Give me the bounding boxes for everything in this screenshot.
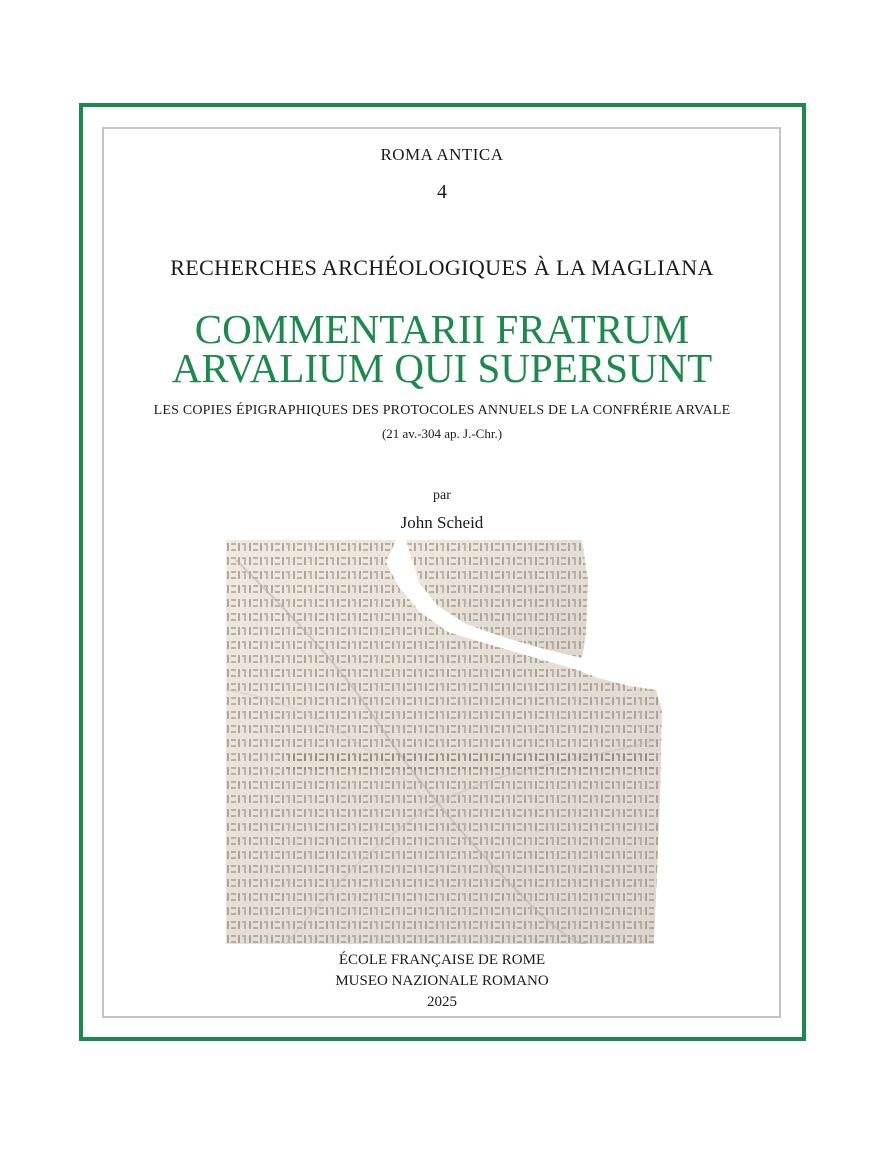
author-by: par bbox=[433, 488, 451, 503]
cover-dates: (21 av.-304 ap. J.-Chr.) bbox=[381, 426, 503, 441]
series-volume-number: 4 bbox=[437, 181, 447, 203]
cover-title-line-1: COMMENTARII FRATRUM bbox=[194, 306, 690, 352]
cover-subtitle: LES COPIES ÉPIGRAPHIQUES DES PROTOCOLES ANNUELS DE LA CONFRÉRIE ARVALE bbox=[153, 403, 731, 418]
marble-inscription-image bbox=[226, 540, 666, 944]
publication-year: 2025 bbox=[427, 994, 457, 1010]
publisher-line-1: ÉCOLE FRANÇAISE DE ROME bbox=[338, 952, 546, 968]
series-name: ROMA ANTICA bbox=[380, 145, 504, 164]
cover-supertitle: RECHERCHES ARCHÉOLOGIQUES À LA MAGLIANA bbox=[170, 255, 714, 280]
author-name: John Scheid bbox=[400, 513, 484, 532]
cover-title-line-2: ARVALIUM QUI SUPERSUNT bbox=[171, 345, 713, 391]
publisher-line-2: MUSEO NAZIONALE ROMANO bbox=[335, 973, 549, 989]
